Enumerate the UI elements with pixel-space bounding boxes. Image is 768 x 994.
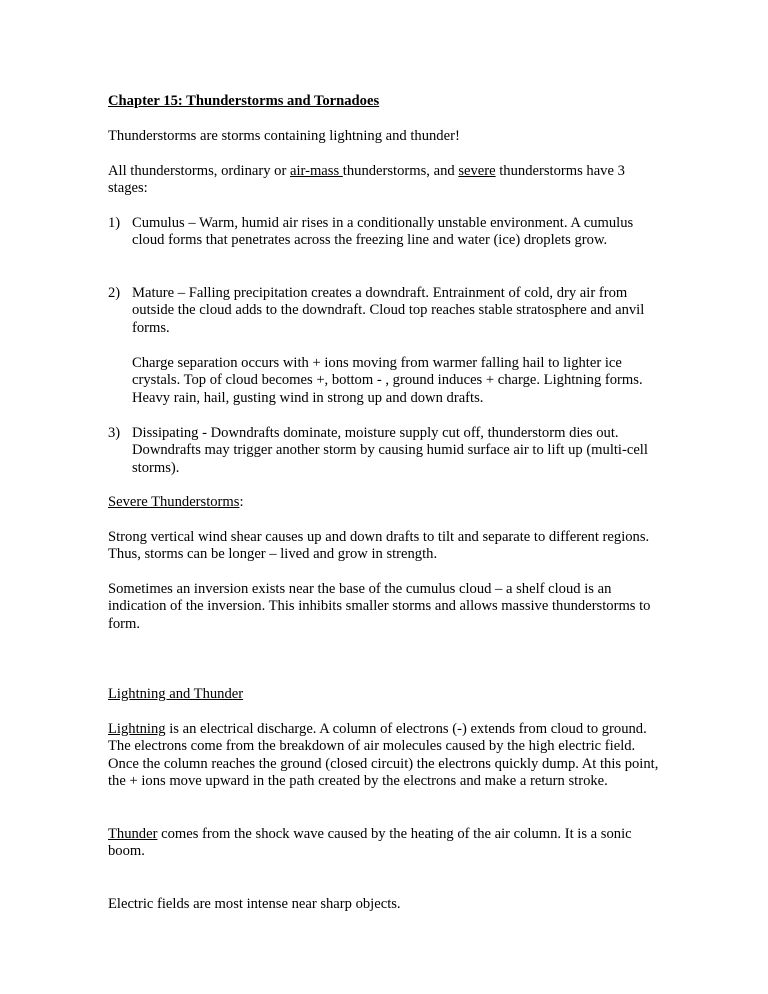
- stage-item-cumulus: [108, 215, 668, 250]
- lightning-paragraph: [108, 721, 668, 791]
- severe-paragraph-2: Sometimes an inversion exists near the base of the cumulus cloud – a shelf cloud is an indication of the inversion. This inhibits smaller storms and allows massive thunderstorms to form.: [108, 581, 651, 632]
- stage-text: Dissipating - Downdrafts dominate, moisture supply cut off, thunderstorm dies out. Downdrafts may trigger another storm by causing humid surface air to lift up (multi-cell storms).: [132, 425, 648, 476]
- charge-separation-paragraph: Charge separation occurs with + ions moving from warmer falling hail to lighter ice crystals. Top of cloud becomes +, bottom - , ground induces + charge. Lightning forms. Heavy rain, hail, gusting wind in strong up and down drafts.: [132, 355, 643, 406]
- stage-number: 2): [108, 285, 121, 301]
- severe-heading-colon: :: [239, 494, 244, 510]
- intro-paragraph: Thunderstorms are storms containing lightning and thunder!: [108, 128, 460, 144]
- thunder-term: Thunder: [108, 826, 158, 842]
- stages-intro-before: All thunderstorms, ordinary or: [108, 163, 290, 179]
- stage-number: 3): [108, 425, 121, 441]
- thunder-text: comes from the shock wave caused by the heating of the air column. It is a sonic boom.: [108, 826, 632, 860]
- electric-fields-paragraph: Electric fields are most intense near sharp objects.: [108, 896, 401, 912]
- severe-paragraph-1: Strong vertical wind shear causes up and down drafts to tilt and separate to different regions. Thus, storms can be longer – lived and grow in strength.: [108, 529, 650, 563]
- severe-heading-text: Severe Thunderstorms: [108, 494, 240, 510]
- lightning-heading: Lightning and Thunder: [108, 686, 244, 702]
- severe-heading: [108, 494, 668, 511]
- stages-intro-middle: thunderstorms, and: [342, 163, 459, 179]
- air-mass-term: air-mass: [290, 163, 343, 179]
- stage-item-mature: [108, 285, 668, 337]
- stages-intro-paragraph: [108, 163, 668, 198]
- lightning-term: Lightning: [108, 721, 166, 737]
- lightning-text: is an electrical discharge. A column of electrons (-) extends from cloud to ground. The electrons come from the breakdown of air molecules caused by the high electric field. Once the column reaches the ground (closed circuit) the electrons quickly dump. At this point, the + ions move upward in the path created by the electrons and make a return stroke.: [108, 721, 659, 790]
- chapter-title: Chapter 15: Thunderstorms and Tornadoes: [108, 93, 380, 109]
- severe-term: severe: [458, 163, 496, 179]
- stage-text: Mature – Falling precipitation creates a downdraft. Entrainment of cold, dry air from outside the cloud adds to the downdraft. Cloud top reaches stable stratosphere and anvil forms.: [132, 285, 645, 336]
- stage-number: 1): [108, 215, 121, 231]
- stages-intro-after: thunderstorms have 3 stages:: [108, 163, 625, 197]
- stage-text: Cumulus – Warm, humid air rises in a conditionally unstable environment. A cumulus cloud forms that penetrates across the freezing line and water (ice) droplets grow.: [132, 215, 634, 249]
- stage-item-dissipating: [108, 425, 668, 477]
- thunder-paragraph: [108, 826, 668, 861]
